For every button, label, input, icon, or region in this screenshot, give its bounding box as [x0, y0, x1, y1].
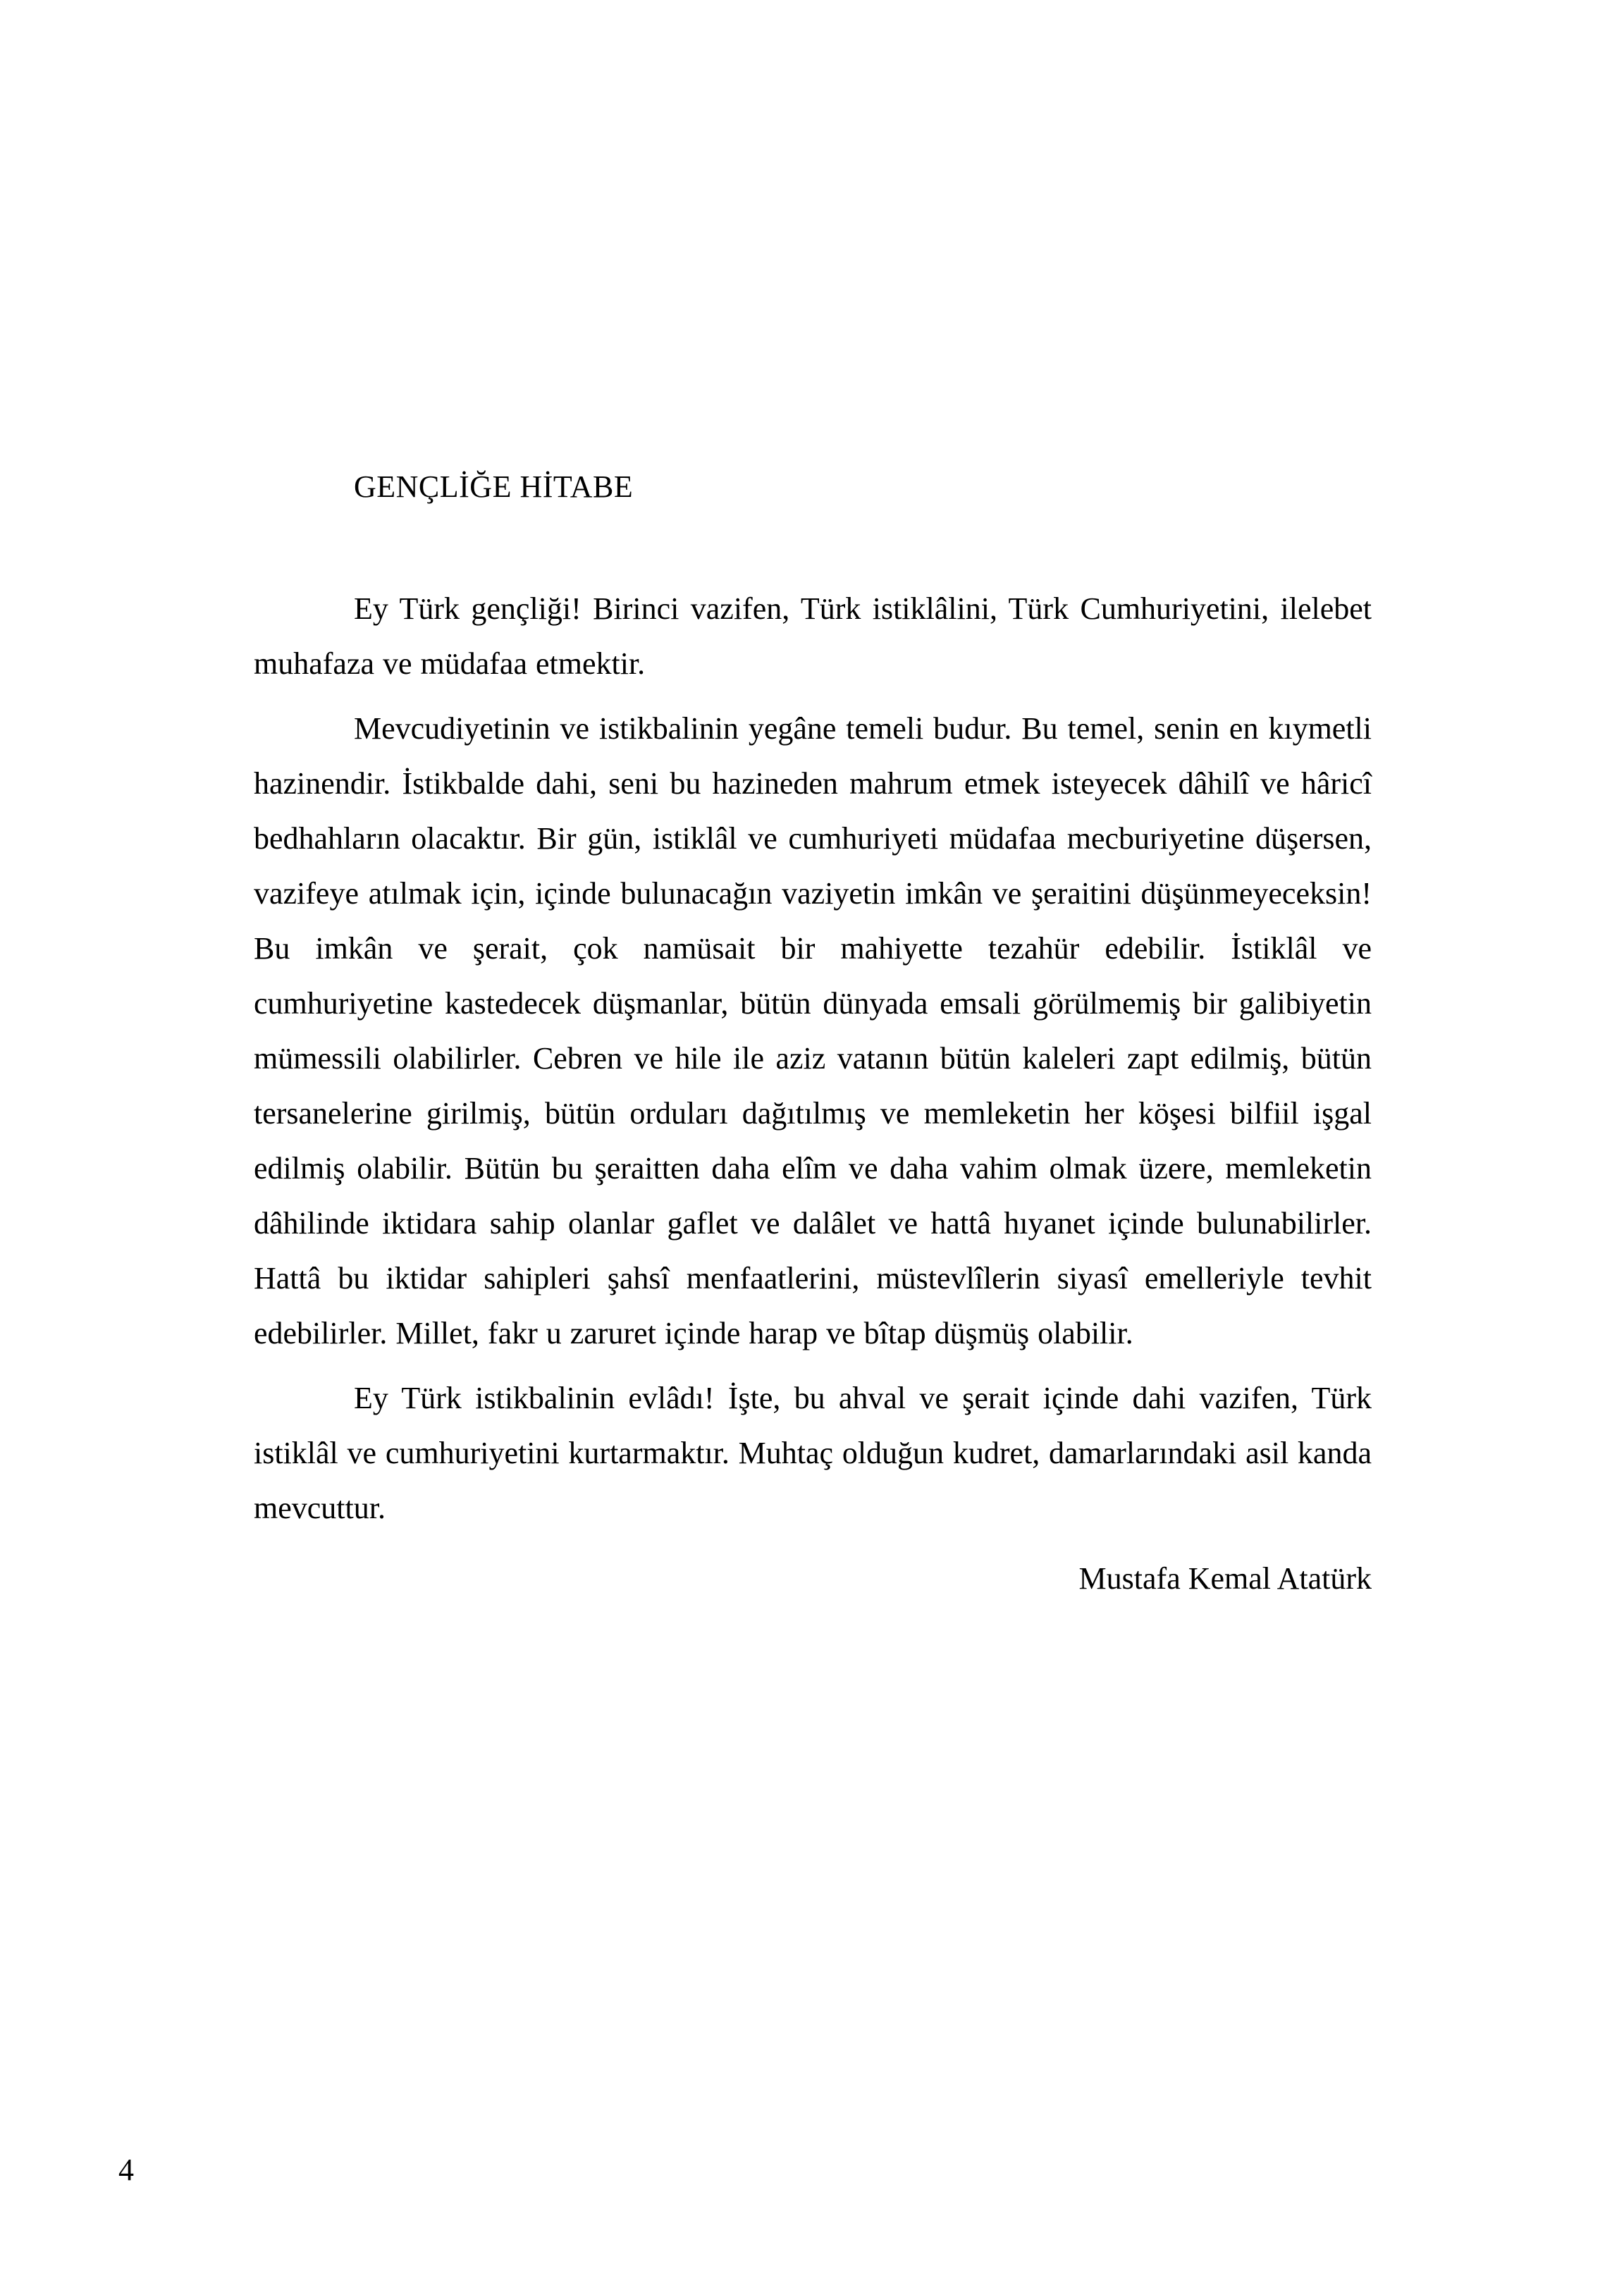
document-title: GENÇLİĞE HİTABE	[354, 469, 634, 504]
text-block	[254, 460, 1372, 1606]
paragraph: Mevcudiyetinin ve istikbalinin yegâne temeli budur. Bu temel, senin en kıymetli hazinendir. İstikbalde dahi, seni bu hazineden mahrum etmek isteyecek dâhilî ve hâricî bedhahların olacaktır. Bir gün, istiklâl ve cumhuriyeti müdafaa mecburiyetine düşersen, vazifeye atılmak için, içinde bulunacağın vaziyetin imkân ve şeraitini düşünmeyeceksin! Bu imkân ve şerait, çok namüsait bir mahiyette tezahür edebilir. İstiklâl ve cumhuriyetine kastedecek düşmanlar, bütün dünyada emsali görülmemiş bir galibiyetin mümessili olabilirler. Cebren ve hile ile aziz vatanın bütün kaleleri zapt edilmiş, bütün tersanelerine girilmiş, bütün orduları dağıtılmış ve memleketin her köşesi bilfiil işgal edilmiş olabilir. Bütün bu şeraitten daha elîm ve daha vahim olmak üzere, memleketin dâhilinde iktidara sahip olanlar gaflet ve dalâlet ve hattâ hıyanet içinde bulunabilirler. Hattâ bu iktidar sahipleri şahsî menfaatlerini, müstevlîlerin siyasî emelleriyle tevhit edebilirler. Millet, fakr u zaruret içinde harap ve bîtap düşmüş olabilir.	[254, 711, 1372, 1350]
paragraph: Ey Türk gençliği! Birinci vazifen, Türk istiklâlini, Türk Cumhuriyetini, ilelebet muhafaza ve müdafaa etmektir.	[254, 591, 1372, 681]
paragraph: Ey Türk istikbalinin evlâdı! İşte, bu ahval ve şerait içinde dahi vazifen, Türk istiklâl ve cumhuriyetini kurtarmaktır. Muhtaç olduğun kudret, damarlarındaki asil kanda mevcuttur.	[254, 1381, 1372, 1525]
signature: Mustafa Kemal Atatürk	[1078, 1561, 1372, 1596]
page-number: 4	[118, 2153, 134, 2187]
